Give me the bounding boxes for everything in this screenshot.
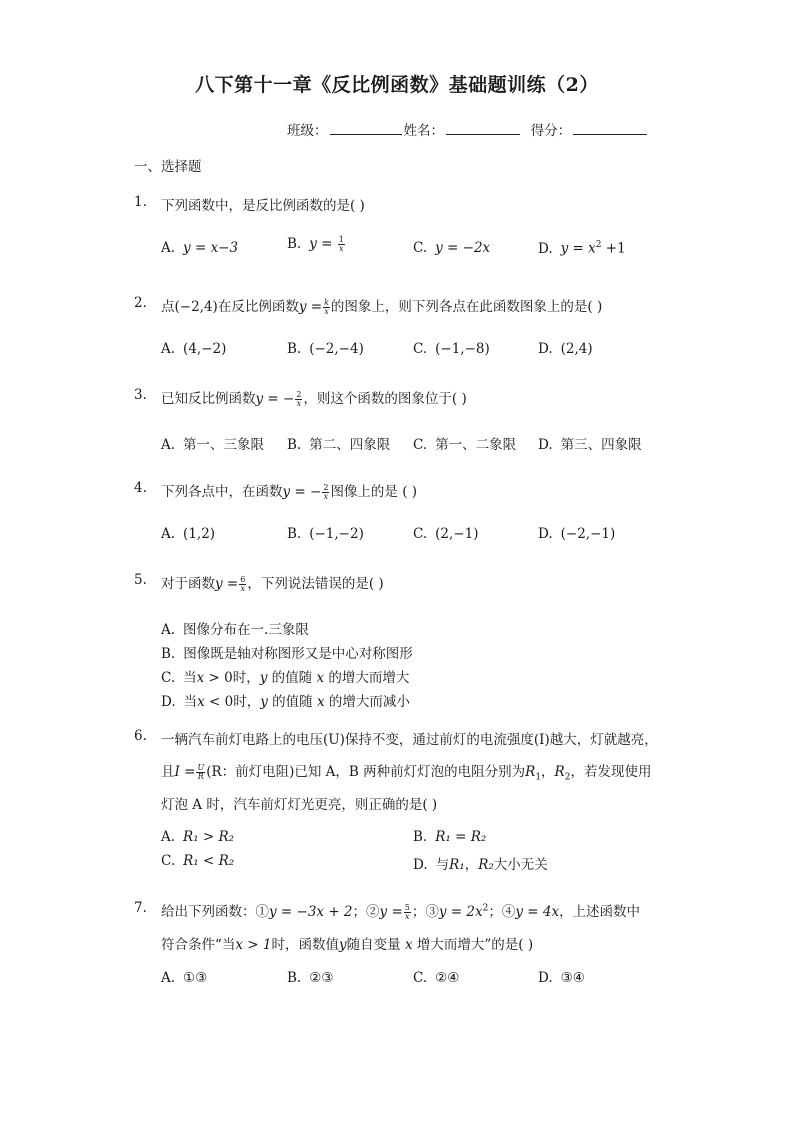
option-label: A. <box>161 240 176 256</box>
option-label: D. <box>538 240 553 257</box>
option-label: D. <box>538 437 553 453</box>
stem-text: ，则这个函数的图象位于( ) <box>303 391 467 407</box>
numerator: 6 <box>240 575 246 584</box>
q4-option-d[interactable] <box>538 526 615 542</box>
question-stem: 下列函数中，是反比例函数的是( ) <box>161 198 365 214</box>
question-number: 1. <box>134 194 147 210</box>
denominator: x <box>324 307 329 316</box>
numerator: 1 <box>338 235 344 244</box>
stem-text: 且 <box>161 764 175 780</box>
question-number: 5. <box>134 572 147 588</box>
option-text: (−2,−1) <box>560 526 616 542</box>
option-text: ③④ <box>560 970 585 986</box>
q1-option-b[interactable] <box>287 236 346 253</box>
var-r2: R <box>554 764 565 780</box>
q7-stem-line-1 <box>161 900 640 921</box>
question-number: 2. <box>134 295 147 311</box>
stem-text: ，上述函数中 <box>559 904 641 920</box>
q3-option-d[interactable] <box>538 433 642 453</box>
option-text: (2,4) <box>560 341 593 357</box>
option-text: 第一、二象限 <box>435 437 517 453</box>
fraction <box>323 299 330 316</box>
q6-stem-line-2 <box>161 760 651 783</box>
option-text: 当 <box>183 670 197 686</box>
stem-text: ；② <box>352 904 380 920</box>
option-label: B. <box>287 236 302 252</box>
q4-option-b[interactable] <box>287 526 364 542</box>
option-label: C. <box>413 341 428 357</box>
name-label: 姓名： <box>403 123 444 139</box>
option-label: A. <box>161 437 176 453</box>
question-stem <box>161 480 417 501</box>
q7-option-c[interactable] <box>413 970 459 986</box>
option-label: A. <box>161 341 176 357</box>
page-title: 八下第十一章《反比例函数》基础题训练（2） <box>195 74 599 96</box>
option-label: B. <box>287 970 302 986</box>
option-label: A. <box>161 829 176 845</box>
var-r2: R₂ <box>478 857 494 873</box>
class-blank[interactable] <box>330 121 402 135</box>
option-label: A. <box>161 526 176 542</box>
option-label: D. <box>538 526 553 542</box>
stem-text: 增大而增大”的是( ) <box>412 937 534 953</box>
stem-text: 下列各点中，在函数 <box>161 484 283 500</box>
q6-option-b[interactable] <box>413 829 486 845</box>
fraction <box>404 904 411 921</box>
option-text: (−1,−2) <box>309 526 364 542</box>
stem-text: ；④ <box>488 904 516 920</box>
question-number: 4. <box>134 480 147 496</box>
option-text: 的值随 <box>267 670 317 686</box>
option-text: ， <box>464 857 479 873</box>
denominator: x <box>405 912 410 921</box>
option-label: B. <box>287 341 302 357</box>
stem-text: 给出下列函数：① <box>161 904 269 920</box>
stem-text: 已知反比例函数 <box>161 391 256 407</box>
condition-expr: x > 1 <box>235 937 272 953</box>
option-text: 的值随 <box>267 694 317 710</box>
option-math: R₁ < R₂ <box>183 853 235 869</box>
score-label: 得分： <box>530 123 572 139</box>
option-text: 与 <box>435 857 450 873</box>
q7-option-d[interactable] <box>538 970 585 986</box>
stem-text: (R：前灯电阻)已知 A，B 两种前灯灯泡的电阻分别为 <box>206 764 526 780</box>
option-text: 大小无关 <box>493 857 548 873</box>
q6-stem-line-3: 灯泡 A 时，汽车前灯灯光更亮，则正确的是( ) <box>161 797 438 813</box>
stem-text: ；③ <box>411 904 439 920</box>
var-y: y <box>339 937 347 953</box>
question-stem <box>161 572 384 593</box>
option-label: D. <box>413 857 428 873</box>
option-label: C. <box>413 526 428 542</box>
exponent: 2 <box>595 240 602 250</box>
numerator: U <box>197 763 205 772</box>
option-label: B. <box>287 437 302 453</box>
option-text: 第三、四象限 <box>560 437 642 453</box>
numerator: 5 <box>404 903 410 912</box>
option-math: y = x−3 <box>183 240 239 256</box>
option-label: D. <box>538 341 553 357</box>
q5-option-d[interactable] <box>161 690 410 710</box>
denominator: x <box>296 399 302 408</box>
function-expr: y = − <box>282 484 322 500</box>
var-y: y <box>260 694 268 710</box>
stem-text: ， <box>541 764 555 780</box>
fraction <box>196 764 205 781</box>
q5-option-c[interactable] <box>161 666 409 686</box>
exponent: 2 <box>482 903 489 914</box>
var-x: x <box>404 937 413 953</box>
q3-option-b[interactable] <box>287 433 390 453</box>
fraction <box>239 576 246 593</box>
function-expr: y = 2x <box>438 904 483 920</box>
option-math: R₁ = R₂ <box>435 829 487 845</box>
option-label: C. <box>161 670 176 686</box>
q3-option-c[interactable] <box>413 433 516 453</box>
var-x: x <box>197 694 205 710</box>
denominator: R <box>197 772 204 781</box>
question-number: 7. <box>134 900 147 916</box>
var-x: x <box>316 694 325 710</box>
question-stem <box>161 387 467 408</box>
option-text: > 0时， <box>204 670 260 686</box>
stem-text: 图像上的是 ( ) <box>330 484 418 500</box>
q6-option-d[interactable] <box>413 853 548 873</box>
option-math: y = x <box>560 240 596 257</box>
option-text: ②③ <box>309 970 334 986</box>
option-text: (2,−1) <box>435 526 479 542</box>
function-expr: y = <box>215 576 239 592</box>
q2-option-b[interactable] <box>287 341 364 357</box>
option-math: R₁ > R₂ <box>183 829 235 845</box>
q7-stem-line-2 <box>161 933 533 953</box>
question-number: 6. <box>134 728 147 744</box>
denominator: x <box>240 584 246 593</box>
fraction <box>338 236 345 253</box>
option-text: (−2,−4) <box>309 341 364 357</box>
question-number: 3. <box>134 387 147 403</box>
stem-text: 的图象上，则下列各点在此函数图象上的是( ) <box>330 299 603 315</box>
q7-option-a[interactable] <box>161 970 207 986</box>
option-text: 第二、四象限 <box>309 437 391 453</box>
q1-option-c[interactable] <box>413 240 490 256</box>
function-expr: y = − <box>255 391 295 407</box>
q6-option-a[interactable] <box>161 829 234 845</box>
subscript: 2 <box>564 772 571 783</box>
option-label: C. <box>413 970 428 986</box>
option-text: 第一、三象限 <box>183 437 265 453</box>
option-label: C. <box>161 853 176 869</box>
class-label: 班级： <box>287 123 328 139</box>
var-r1: R <box>525 764 536 780</box>
q1-option-a[interactable] <box>161 240 238 256</box>
var-x: x <box>316 670 325 686</box>
option-label: B. <box>161 646 176 662</box>
stem-text: 点(−2,4)在反比例函数 <box>161 299 299 315</box>
denominator: x <box>323 492 329 501</box>
numerator: k <box>324 298 329 307</box>
var-r1: R₁ <box>449 857 465 873</box>
option-label: D. <box>538 970 553 986</box>
option-label: B. <box>287 526 302 542</box>
q1-option-d[interactable] <box>538 240 626 257</box>
option-label: B. <box>413 829 428 845</box>
fraction <box>322 484 329 501</box>
numerator: 2 <box>296 390 302 399</box>
q2-option-c[interactable] <box>413 341 490 357</box>
function-expr: y = <box>298 299 323 315</box>
option-text: 图像既是轴对称图形又是中心对称图形 <box>183 646 413 662</box>
option-label: D. <box>161 694 176 710</box>
option-text: 图像分布在一.三象限 <box>183 622 309 638</box>
stem-text: 随自变量 <box>346 937 405 953</box>
function-expr: y = 4x <box>515 904 560 920</box>
question-stem <box>161 295 602 316</box>
function-expr: y = −3x + 2 <box>269 904 353 920</box>
section-heading: 一、选择题 <box>134 159 202 175</box>
student-info-row <box>287 119 649 139</box>
q5-option-a[interactable] <box>161 618 309 638</box>
q4-option-c[interactable] <box>413 526 478 542</box>
numerator: 2 <box>323 483 329 492</box>
q7-option-b[interactable] <box>287 970 333 986</box>
q6-stem-line-1: 一辆汽车前灯电路上的电压(U)保持不变，通过前灯的电流强度(I)越大，灯就越亮， <box>161 732 658 748</box>
q2-option-d[interactable] <box>538 341 593 357</box>
option-text: ②④ <box>435 970 460 986</box>
option-label: A. <box>161 622 176 638</box>
option-text: (−1,−8) <box>435 341 490 357</box>
option-text: (1,2) <box>183 526 216 542</box>
formula-lhs: I = <box>174 764 196 780</box>
var-x: x <box>196 670 205 686</box>
option-label: C. <box>413 437 428 453</box>
stem-text: 符合条件“当 <box>161 937 236 953</box>
stem-text: ，下列说法错误的是( ) <box>247 576 384 592</box>
stem-text: 时，函数值 <box>271 937 340 953</box>
stem-text: ，若发现使用 <box>570 764 652 780</box>
option-label: C. <box>413 240 428 256</box>
option-text: (4,−2) <box>183 341 227 357</box>
q4-option-a[interactable] <box>161 526 215 542</box>
option-text: < 0时， <box>204 694 261 710</box>
fraction <box>295 391 302 408</box>
q6-option-c[interactable] <box>161 853 234 869</box>
var-y: y <box>259 670 268 686</box>
option-text: 的增大而减小 <box>324 694 410 710</box>
option-text: 的增大而增大 <box>324 670 410 686</box>
option-text: 当 <box>183 694 198 710</box>
function-expr: y = <box>379 904 403 920</box>
option-math-tail: +1 <box>601 240 626 257</box>
subscript: 1 <box>535 772 542 783</box>
name-blank[interactable] <box>446 121 520 135</box>
q2-option-a[interactable] <box>161 341 226 357</box>
score-blank[interactable] <box>573 121 647 135</box>
option-label: A. <box>161 970 176 986</box>
q5-option-b[interactable] <box>161 642 413 662</box>
option-text: ①③ <box>183 970 208 986</box>
stem-text: 对于函数 <box>161 576 215 592</box>
option-math: y = −2x <box>435 240 491 256</box>
denominator: x <box>339 244 344 253</box>
option-math: y = <box>309 236 333 252</box>
q3-option-a[interactable] <box>161 433 264 453</box>
